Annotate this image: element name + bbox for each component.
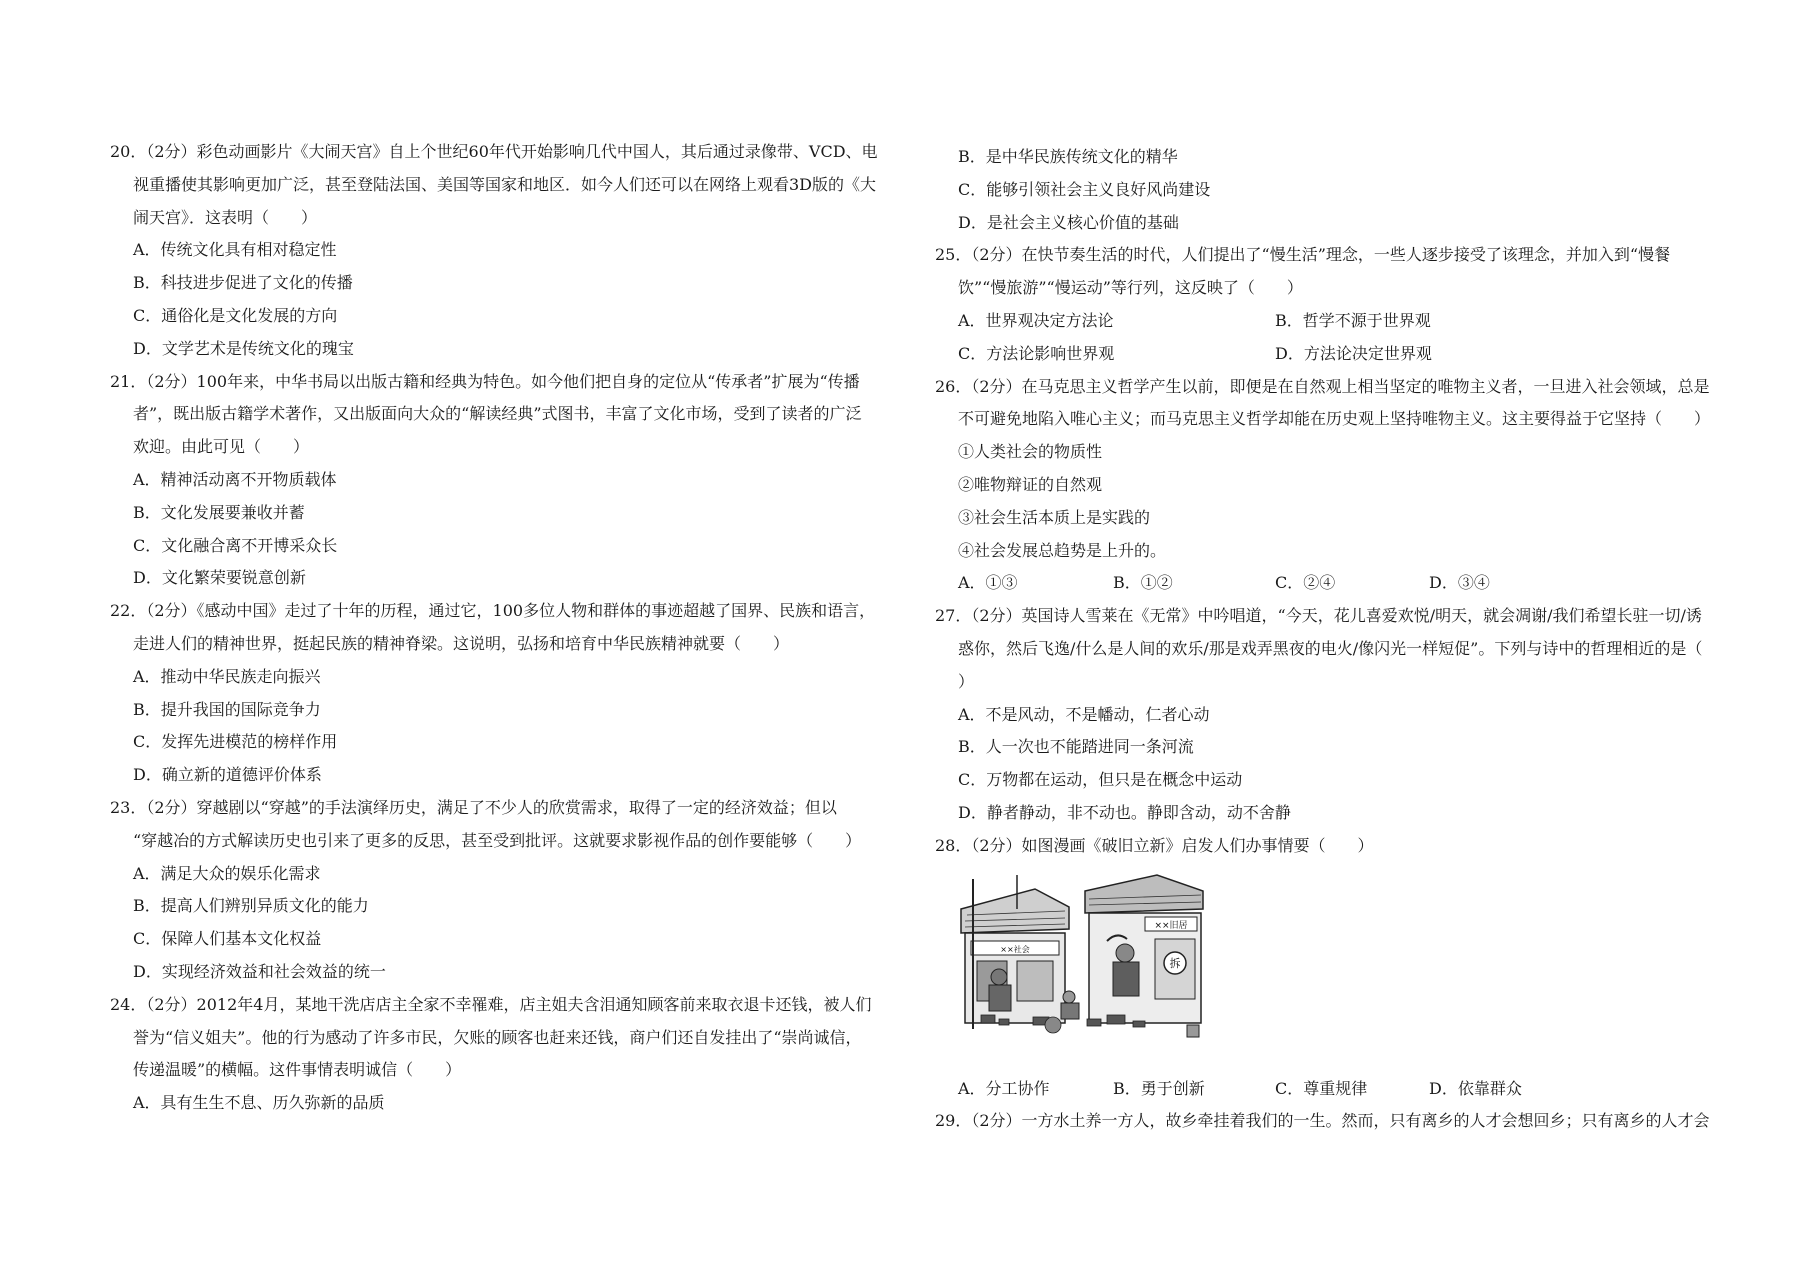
option-d: D．③④ [1429,573,1490,593]
question-stem: 28．（2分）如图漫画《破旧立新》启发人们办事情要（ ） [935,835,1374,855]
question-29 [935,1105,1720,1138]
question-stem: 29．（2分）一方水土养一方人，故乡牵挂着我们的一生。然而，只有离乡的人才会想回乡；只有离乡的人才会 [935,1111,1710,1131]
option-d: D．实现经济效益和社会效益的统一 [133,961,386,981]
option-d: D．静者静动，非不动也。静即含动，动不舍静 [958,802,1291,822]
options-row [935,1073,1720,1106]
question-stem: 25．（2分）在快节奏生活的时代，人们提出了“慢生活”理念，一些人逐步接受了该理念，并加入到“慢餐 [935,245,1671,265]
question-stem: 视重播使其影响更加广泛，甚至登陆法国、美国等国家和地区．如今人们还可以在网络上观看3D版的《大 [133,174,877,194]
statement-item: ③社会生活本质上是实践的 [958,507,1151,527]
question-20 [110,136,905,366]
option-d: D．文学艺术是传统文化的瑰宝 [133,338,354,358]
option-c: C．通俗化是文化发展的方向 [133,305,338,325]
options-row [935,338,1720,371]
question-28 [935,830,1720,1106]
question-24 [110,989,905,1120]
option-c: C．文化融合离不开博采众长 [133,535,338,555]
question-stem: 22．（2分）《感动中国》走过了十年的历程，通过它，100多位人物和群体的事迹超越了国界、民族和语言， [110,601,876,621]
option-d: D．是社会主义核心价值的基础 [958,212,1179,232]
option-a: A．传统文化具有相对稳定性 [133,240,337,260]
question-stem: ） [958,671,975,691]
option-c: C．②④ [1275,573,1336,593]
left-column [110,136,905,1120]
question-stem: 誉为“信义姐夫”。他的行为感动了许多市民，欠账的顾客也赶来还钱，商户们还自发挂出了“崇尚诚信， [133,1027,862,1047]
option-b: B．提升我国的国际竞争力 [133,699,321,719]
cartoon-image [935,863,1720,1073]
right-column [935,141,1720,1138]
option-d: D．方法论决定世界观 [1275,343,1432,363]
question-stem: 走进人们的精神世界，挺起民族的精神脊梁。这说明，弘扬和培育中华民族精神就要（ ） [133,633,790,653]
option-c: C．能够引领社会主义良好风尚建设 [958,179,1211,199]
question-stem: 欢迎。由此可见（ ） [133,437,310,457]
question-26 [935,371,1720,601]
option-b: B．哲学不源于世界观 [1275,310,1431,330]
question-stem: 者”，既出版古籍学术著作，又出版面向大众的“解读经典”式图书，丰富了文化市场，受到了读者的广泛 [133,404,862,424]
options-row [935,567,1720,600]
option-a: A．①③ [958,573,1018,593]
option-c: C．保障人们基本文化权益 [133,929,322,949]
option-c: C．发挥先进模范的榜样作用 [133,732,338,752]
option-c: C．尊重规律 [1275,1078,1368,1098]
option-c: C．万物都在运动，但只是在概念中运动 [958,770,1243,790]
option-d: D．文化繁荣要锐意创新 [133,568,306,588]
question-stem: 26．（2分）在马克思主义哲学产生以前，即便是在自然观上相当坚定的唯物主义者，一旦进入社会领域，总是 [935,376,1710,396]
option-b: B．提高人们辨别异质文化的能力 [133,896,369,916]
cartoon-shop-sign: ××社会 [1000,944,1030,954]
option-a: A．世界观决定方法论 [958,310,1114,330]
option-b: B．科技进步促进了文化的传播 [133,273,353,293]
option-a: A．精神活动离不开物质载体 [133,469,337,489]
question-22 [110,595,905,792]
question-23 [110,792,905,989]
question-stem: 27．（2分）英国诗人雪莱在《无常》中吟唱道，“今天，花儿喜爱欢悦/明天，就会凋谢/我们希望长驻一切/诱 [935,606,1702,626]
option-a: A．分工协作 [958,1078,1050,1098]
cartoon-illustration [957,869,1207,1045]
question-stem: 20．（2分）彩色动画影片《大闹天宫》自上个世纪60年代开始影响几代中国人，其后通过录像带、VCD、电 [110,142,878,161]
options-row [935,305,1720,338]
question-stem: 传递温暖”的横幅。这件事情表明诚信（ ） [133,1060,462,1080]
question-stem: 24．（2分）2012年4月，某地干洗店店主全家不幸罹难，店主姐夫含泪通知顾客前来取衣退卡还钱，被人们 [110,994,872,1014]
question-stem: 闹天宫》．这表明（ ） [133,207,318,227]
statement-item: ①人类社会的物质性 [958,442,1103,462]
question-27 [935,600,1720,830]
option-b: B．勇于创新 [1113,1078,1205,1098]
option-a: A．推动中华民族走向振兴 [133,666,321,686]
option-b: B．是中华民族传统文化的精华 [958,147,1178,166]
question-stem: “穿越冶的方式解读历史也引来了更多的反思，甚至受到批评。这就要求影视作品的创作要能够（ ） [133,830,862,850]
option-c: C．方法论影响世界观 [958,343,1115,363]
option-a: A．具有生生不息、历久弥新的品质 [133,1093,385,1113]
question-stem: 饮”“慢旅游”“慢运动”等行列，这反映了（ ） [958,278,1303,298]
statement-item: ②唯物辩证的自然观 [958,474,1103,494]
question-21 [110,366,905,596]
cartoon-chai-mark: 拆 [1169,956,1181,970]
option-d: D．确立新的道德评价体系 [133,765,322,785]
cartoon-sign: ××旧居 [1154,920,1188,931]
option-a: A．不是风动，不是幡动，仁者心动 [958,704,1210,724]
question-stem: 不可避免地陷入唯心主义；而马克思主义哲学却能在历史观上坚持唯物主义。这主要得益于它坚持（ ） [958,409,1711,429]
question-stem: 惑你，然后飞逸/什么是人间的欢乐/那是戏弄黑夜的电火/像闪光一样短促”。下列与诗中的哲理相近的是（ [958,638,1703,658]
question-stem: 21．（2分）100年来，中华书局以出版古籍和经典为特色。如今他们把自身的定位从“传承者”扩展为“传播 [110,371,860,391]
question-25 [935,239,1720,370]
question-stem: 23．（2分）穿越剧以“穿越”的手法演绎历史，满足了不少人的欣赏需求，取得了一定的经济效益；但以 [110,797,837,817]
option-b: B．人一次也不能踏进同一条河流 [958,737,1194,757]
question-24-continued [935,141,1720,239]
statement-item: ④社会发展总趋势是上升的。 [958,540,1167,560]
option-b: B．①② [1113,573,1173,593]
option-b: B．文化发展要兼收并蓄 [133,502,305,522]
option-a: A．满足大众的娱乐化需求 [133,863,321,883]
option-d: D．依靠群众 [1429,1078,1522,1098]
